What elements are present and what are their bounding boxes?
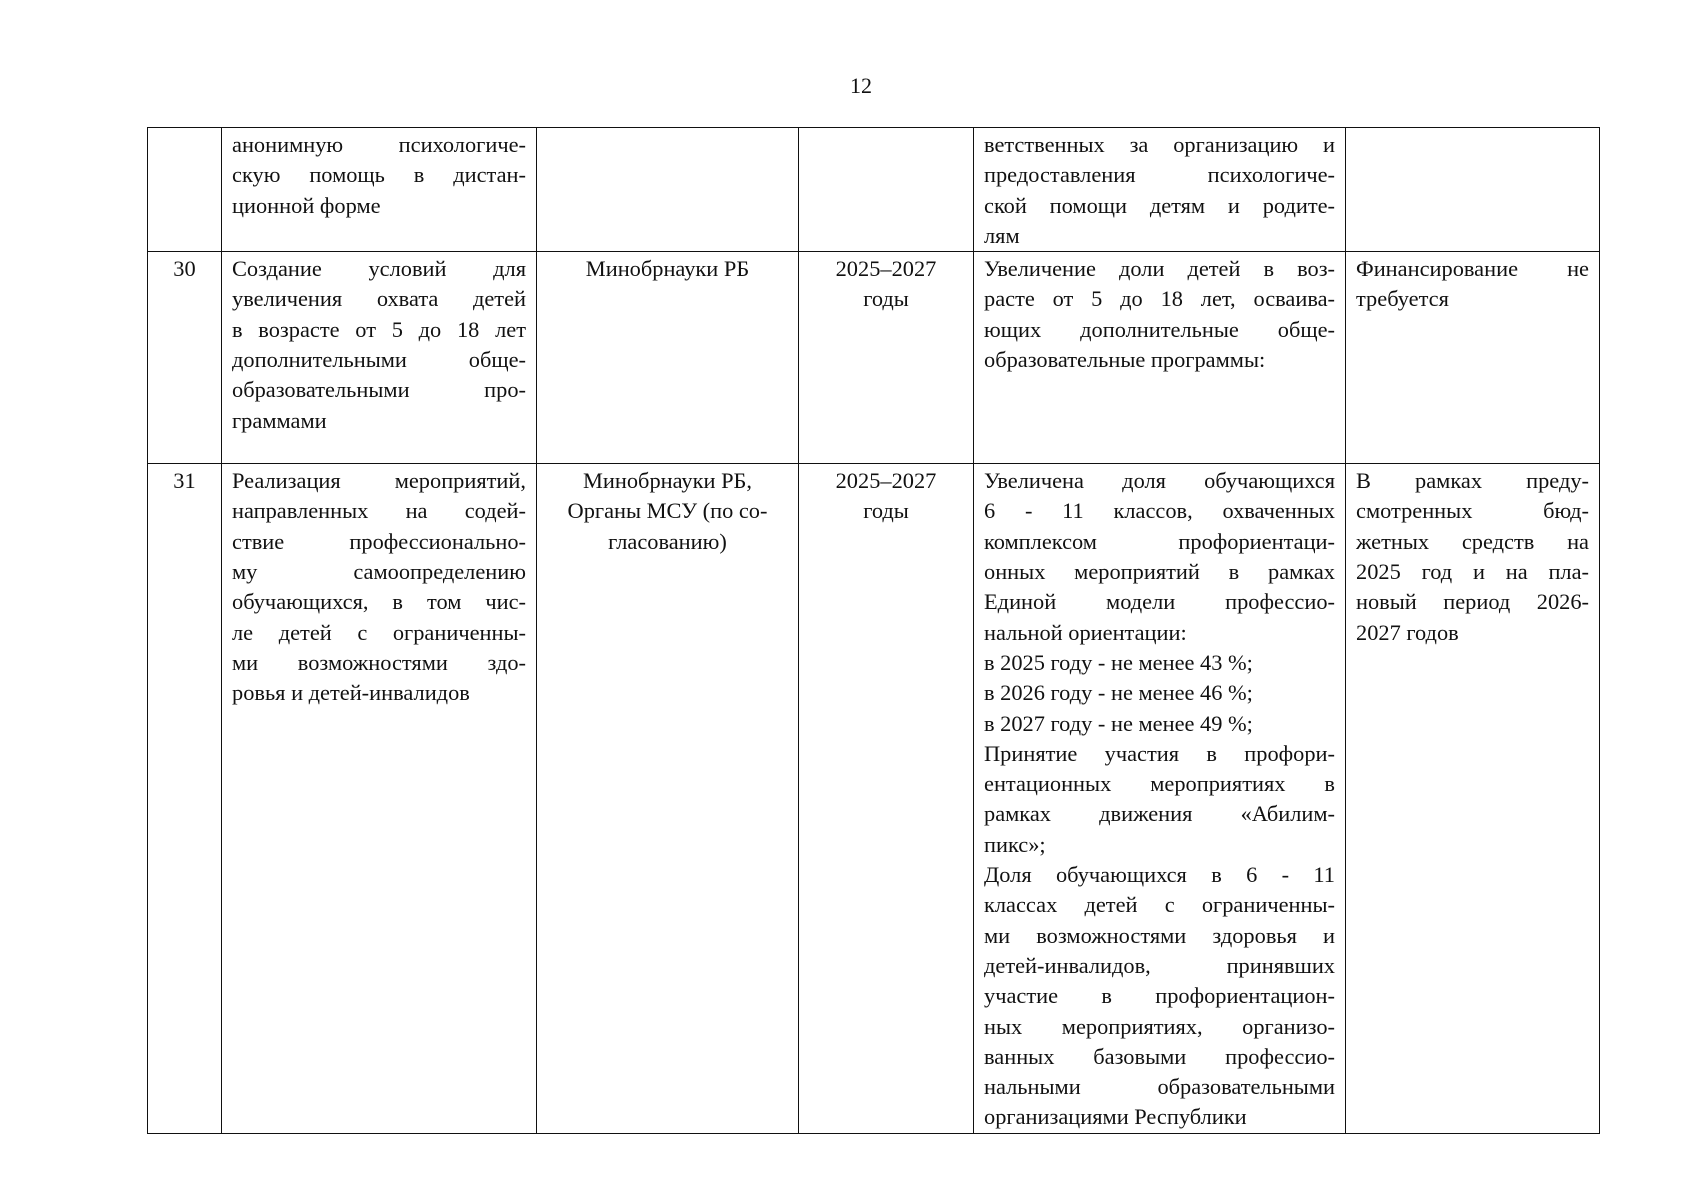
cell-text-line: расте от 5 до 18 лет, осваива- — [984, 286, 1335, 312]
cell-text-line: образовательными про- — [232, 377, 526, 403]
cell-text-line: ционной форме — [232, 192, 381, 218]
cell-text-line: детей-инвалидов, принявших — [984, 952, 1335, 978]
executor-cell — [537, 464, 799, 1134]
cell-text-line: Принятие участия в профори- — [984, 740, 1335, 766]
cell-text-line: граммами — [232, 407, 327, 433]
executor-cell — [537, 252, 799, 464]
cell-text-line: Финансирование не — [1356, 256, 1589, 282]
cell-text-line: му самоопределению — [232, 559, 526, 585]
cell-text-line: ствие профессионально- — [232, 528, 526, 554]
cell-text-line: участие в профориентацион- — [984, 983, 1335, 1009]
cell-text-line: Минобрнауки РБ — [585, 256, 750, 282]
cell-text-line: предоставления психологиче- — [984, 162, 1335, 188]
cell-text-line: В рамках преду- — [1356, 468, 1589, 494]
cell-text-line: 6 - 11 классов, охваченных — [984, 498, 1335, 524]
result-cell — [974, 464, 1346, 1134]
period-cell — [799, 128, 974, 252]
cell-text-line: 2025 год и на пла- — [1356, 559, 1589, 585]
cell-text-line: ми возможностями здо- — [232, 649, 526, 675]
executor-cell — [537, 128, 799, 252]
cell-text-line: направленных на содей- — [232, 498, 526, 524]
cell-text-line: нальными образовательными — [984, 1074, 1335, 1100]
cell-text-line: организациями Республики — [984, 1104, 1247, 1130]
cell-text-line: ми возможностями здоровья и — [984, 922, 1335, 948]
result-cell — [974, 252, 1346, 464]
action-cell — [222, 252, 537, 464]
activities-table — [147, 127, 1600, 1134]
cell-text-line: ветственных за организацию и — [984, 132, 1335, 157]
cell-text-line: 2025–2027 — [835, 468, 937, 494]
cell-text-line: обучающихся, в том чис- — [232, 589, 526, 615]
cell-text-line: в 2027 году - не менее 49 %; — [984, 710, 1253, 736]
cell-text-line: гласованию) — [608, 528, 727, 554]
row-number: 30 — [173, 256, 196, 282]
financing-cell — [1346, 252, 1600, 464]
cell-text-line: классах детей с ограниченны- — [984, 892, 1335, 918]
cell-text-line: жетных средств на — [1356, 528, 1589, 554]
cell-text-line: комплексом профориентаци- — [984, 528, 1335, 554]
cell-text-line: годы — [863, 498, 909, 524]
cell-text-line: онных мероприятий в рамках — [984, 559, 1335, 585]
action-cell — [222, 128, 537, 252]
cell-text-line: ющих дополнительные обще- — [984, 316, 1335, 342]
row-number: 31 — [173, 468, 196, 494]
cell-text-line: Увеличение доли детей в воз- — [984, 256, 1335, 282]
cell-text-line: Увеличена доля обучающихся — [984, 468, 1335, 494]
cell-text-line: пикс»; — [984, 831, 1046, 857]
cell-text-line: анонимную психологиче- — [232, 132, 526, 157]
cell-text-line: новый период 2026- — [1356, 589, 1589, 615]
cell-text-line: нальной ориентации: — [984, 619, 1187, 645]
cell-text-line: Реализация мероприятий, — [232, 468, 526, 494]
result-cell — [974, 128, 1346, 252]
cell-text-line: увеличения охвата детей — [232, 286, 526, 312]
row-number-cell — [148, 464, 222, 1134]
table-body — [148, 128, 1600, 1134]
table-row — [148, 464, 1600, 1134]
cell-text-line: дополнительными обще- — [232, 347, 526, 373]
action-cell — [222, 464, 537, 1134]
period-cell — [799, 464, 974, 1134]
cell-text-line: 2027 годов — [1356, 619, 1459, 645]
cell-text-line: образовательные программы: — [984, 347, 1266, 373]
cell-text-line: в 2025 году - не менее 43 %; — [984, 649, 1253, 675]
cell-text-line: требуется — [1356, 286, 1449, 312]
cell-text-line: 2025–2027 — [835, 256, 937, 282]
row-number-cell — [148, 252, 222, 464]
cell-text-line: Единой модели профессио- — [984, 589, 1335, 615]
page-number: 12 — [850, 73, 872, 98]
cell-text-line: ентационных мероприятиях в — [984, 771, 1335, 797]
cell-text-line: в возрасте от 5 до 18 лет — [232, 316, 526, 342]
cell-text-line: смотренных бюд- — [1356, 498, 1589, 524]
cell-text-line: в 2026 году - не менее 46 %; — [984, 680, 1253, 706]
cell-text-line: годы — [863, 286, 909, 312]
cell-text-line: ле детей с ограниченны- — [232, 619, 526, 645]
financing-cell — [1346, 464, 1600, 1134]
cell-text-line: Минобрнауки РБ, — [582, 468, 752, 494]
cell-text-line: ных мероприятиях, организо- — [984, 1013, 1335, 1039]
cell-text-line: ровья и детей-инвалидов — [232, 680, 470, 706]
cell-text-line: рамках движения «Абилим- — [984, 801, 1335, 827]
cell-text-line: ванных базовыми профессио- — [984, 1043, 1335, 1069]
row-number-cell — [148, 128, 222, 252]
period-cell — [799, 252, 974, 464]
cell-text-line: Доля обучающихся в 6 - 11 — [984, 862, 1335, 888]
table-row — [148, 128, 1600, 252]
financing-cell — [1346, 128, 1600, 252]
cell-text-line: скую помощь в дистан- — [232, 162, 526, 188]
cell-text-line: лям — [984, 222, 1020, 248]
cell-text-line: Создание условий для — [232, 256, 526, 282]
table-row — [148, 252, 1600, 464]
cell-text-line: ской помощи детям и родите- — [984, 192, 1335, 218]
cell-text-line: Органы МСУ (по со- — [567, 498, 768, 524]
